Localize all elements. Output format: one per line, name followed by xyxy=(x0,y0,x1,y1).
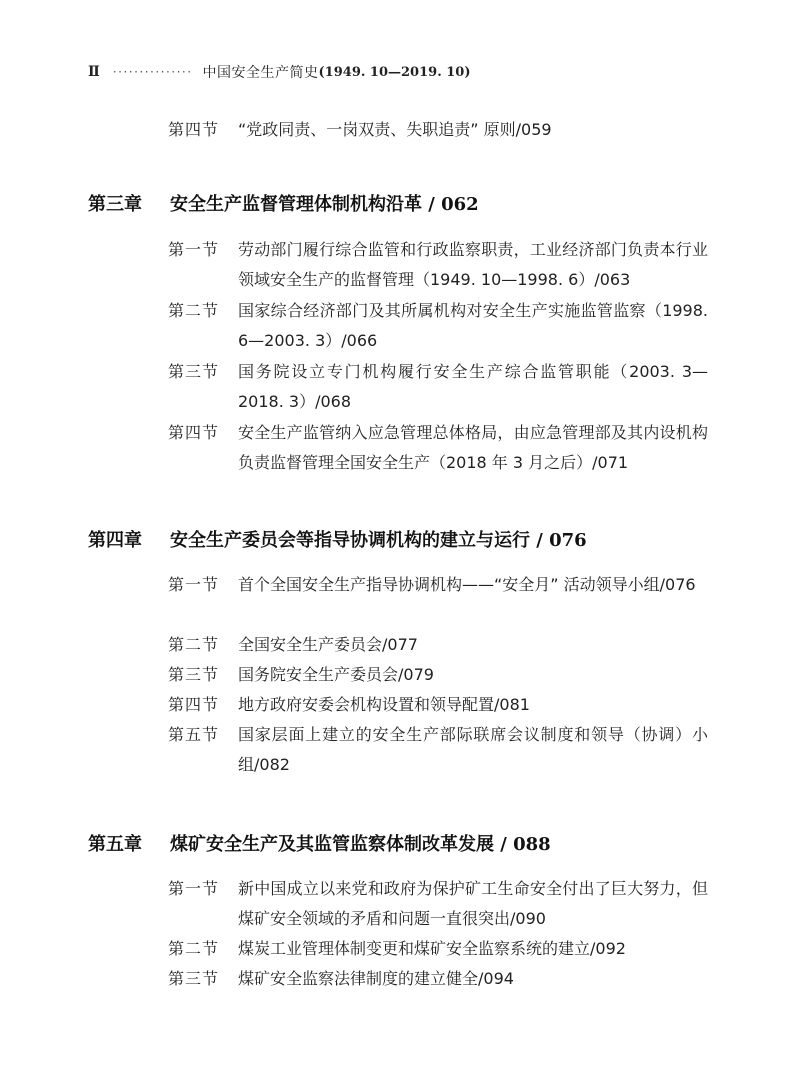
chapter-heading[interactable] xyxy=(88,830,551,856)
section-title: 全国安全生产委员会/077 xyxy=(238,635,418,654)
section-title: 国家层面上建立的安全生产部际联席会议制度和领导（协调）小组/082 xyxy=(238,725,708,774)
page-number: Ⅱ xyxy=(88,64,101,80)
chapter-title: 煤矿安全生产及其监管监察体制改革发展 / 088 xyxy=(170,834,551,855)
section-number: 第四节 xyxy=(168,423,220,442)
section-title: 安全生产监管纳入应急管理总体格局，由应急管理部及其内设机构负责监督管理全国安全生产（2018 年 3 月之后）/071 xyxy=(238,423,708,472)
section-title: 首个全国安全生产指导协调机构——“安全月” 活动领导小组/076 xyxy=(238,575,696,594)
section-title: 煤炭工业管理体制变更和煤矿安全监察系统的建立/092 xyxy=(238,939,626,958)
section-title: 地方政府安委会机构设置和领导配置/081 xyxy=(238,695,530,714)
section-number: 第四节 xyxy=(168,120,220,139)
section-number: 第二节 xyxy=(168,635,220,654)
toc-section[interactable] xyxy=(168,296,708,356)
chapter-title: 安全生产监督管理体制机构沿革 / 062 xyxy=(170,194,479,215)
section-title: 劳动部门履行综合监管和行政监察职责，工业经济部门负责本行业领域安全生产的监督管理（1949. 10—1998. 6）/063 xyxy=(238,240,708,289)
chapter-title: 安全生产委员会等指导协调机构的建立与运行 / 076 xyxy=(170,530,587,551)
chapter-number: 第五章 xyxy=(88,834,142,855)
section-number: 第四节 xyxy=(168,695,220,714)
toc-section[interactable] xyxy=(168,570,708,600)
toc-section[interactable] xyxy=(168,235,708,295)
toc-section[interactable] xyxy=(168,660,708,690)
section-title: “党政同责、一岗双责、失职追责” 原则/059 xyxy=(238,120,552,139)
chapter-heading[interactable] xyxy=(88,526,587,552)
toc-section[interactable] xyxy=(168,934,708,964)
section-number: 第二节 xyxy=(168,939,220,958)
toc-section[interactable] xyxy=(168,964,708,994)
book-years: (1949. 10—2019. 10) xyxy=(318,64,471,80)
section-number: 第一节 xyxy=(168,240,220,259)
toc-section[interactable] xyxy=(168,418,708,478)
chapter-number: 第四章 xyxy=(88,530,142,551)
section-number: 第一节 xyxy=(168,879,220,898)
section-number: 第三节 xyxy=(168,969,220,988)
chapter-number: 第三章 xyxy=(88,194,142,215)
toc-section[interactable] xyxy=(168,357,708,417)
toc-section[interactable] xyxy=(168,720,708,780)
book-title: 中国安全生产简史 xyxy=(202,65,319,81)
leader-dots: ··············· xyxy=(112,65,193,79)
chapter-heading[interactable] xyxy=(88,190,479,216)
section-title: 新中国成立以来党和政府为保护矿工生命安全付出了巨大努力，但煤矿安全领域的矛盾和问题一直很突出/090 xyxy=(238,879,708,928)
toc-section[interactable] xyxy=(168,630,708,660)
toc-section[interactable] xyxy=(168,690,708,720)
toc-section[interactable] xyxy=(168,874,708,934)
section-number: 第五节 xyxy=(168,725,220,744)
section-title: 煤矿安全监察法律制度的建立健全/094 xyxy=(238,969,514,988)
section-number: 第二节 xyxy=(168,301,220,320)
section-title: 国务院设立专门机构履行安全生产综合监管职能（2003. 3—2018. 3）/068 xyxy=(238,362,708,411)
section-number: 第一节 xyxy=(168,575,220,594)
section-number: 第三节 xyxy=(168,665,220,684)
page-header xyxy=(88,60,470,84)
section-number: 第三节 xyxy=(168,362,220,381)
section-title: 国务院安全生产委员会/079 xyxy=(238,665,434,684)
section-title: 国家综合经济部门及其所属机构对安全生产实施监管监察（1998. 6—2003. 3）/066 xyxy=(238,301,708,350)
toc-section[interactable] xyxy=(168,115,708,145)
